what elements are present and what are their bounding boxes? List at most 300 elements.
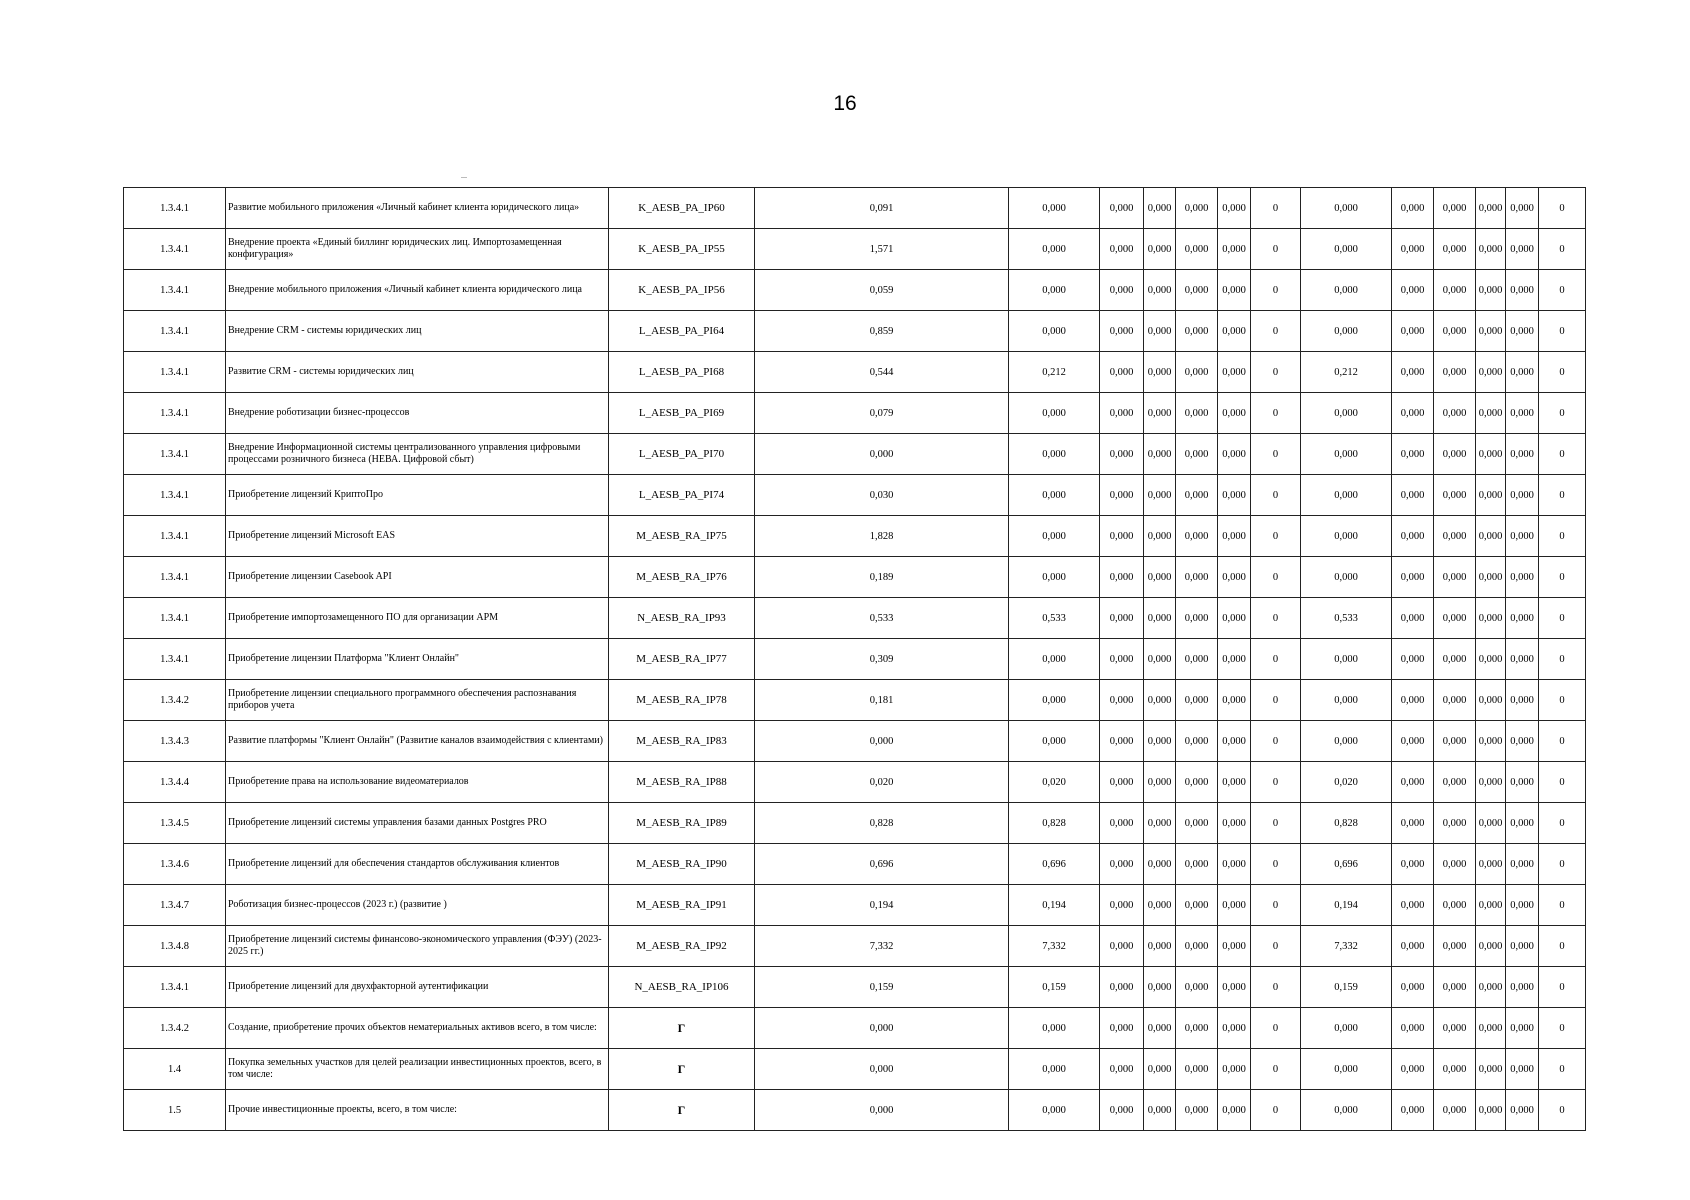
value-a5-cell: 0 bbox=[1251, 352, 1301, 393]
value-b1-cell: 0,000 bbox=[1392, 352, 1434, 393]
value-b2-cell: 0,000 bbox=[1434, 1008, 1476, 1049]
value-total-cell: 0,859 bbox=[755, 311, 1009, 352]
value-a2-cell: 0,000 bbox=[1144, 598, 1176, 639]
value-b4-cell: 0,000 bbox=[1506, 229, 1539, 270]
value-a1-cell: 0,000 bbox=[1100, 188, 1144, 229]
value-total-cell: 0,000 bbox=[755, 1049, 1009, 1090]
value-a3-cell: 0,000 bbox=[1176, 844, 1218, 885]
value-a2-cell: 0,000 bbox=[1144, 680, 1176, 721]
table-row bbox=[124, 393, 1586, 434]
value-b5-cell: 0 bbox=[1539, 680, 1586, 721]
table-row bbox=[124, 1090, 1586, 1131]
value-plan-cell: 0,828 bbox=[1009, 803, 1100, 844]
value-b2-cell: 0,000 bbox=[1434, 475, 1476, 516]
value-plan-cell: 0,000 bbox=[1009, 434, 1100, 475]
value-a2-cell: 0,000 bbox=[1144, 188, 1176, 229]
value-b1-cell: 0,000 bbox=[1392, 1008, 1434, 1049]
value-a2-cell: 0,000 bbox=[1144, 557, 1176, 598]
value-b3-cell: 0,000 bbox=[1476, 475, 1506, 516]
value-a4-cell: 0,000 bbox=[1218, 598, 1251, 639]
value-b4-cell: 0,000 bbox=[1506, 680, 1539, 721]
project-name-cell: Приобретение лицензий системы управления базами данных Postgres PRO bbox=[226, 803, 609, 844]
value-b5-cell: 0 bbox=[1539, 516, 1586, 557]
value-b4-cell: 0,000 bbox=[1506, 721, 1539, 762]
project-name-cell: Развитие мобильного приложения «Личный кабинет клиента юридического лица» bbox=[226, 188, 609, 229]
project-code-cell: L_AESB_PA_PI74 bbox=[609, 475, 755, 516]
value-a3-cell: 0,000 bbox=[1176, 680, 1218, 721]
value-b3-cell: 0,000 bbox=[1476, 885, 1506, 926]
value-b4-cell: 0,000 bbox=[1506, 516, 1539, 557]
project-code-cell: Г bbox=[609, 1090, 755, 1131]
value-b5-cell: 0 bbox=[1539, 844, 1586, 885]
project-code-cell: K_AESB_PA_IP56 bbox=[609, 270, 755, 311]
value-fact-cell: 0,000 bbox=[1301, 1090, 1392, 1131]
value-total-cell: 0,030 bbox=[755, 475, 1009, 516]
value-a5-cell: 0 bbox=[1251, 721, 1301, 762]
project-name-cell: Внедрение Информационной системы централизованного управления цифровыми процессами розничного бизнеса (НЕВА. Цифровой сбыт) bbox=[226, 434, 609, 475]
project-name-cell: Роботизация бизнес-процессов (2023 г.) (развитие ) bbox=[226, 885, 609, 926]
value-a1-cell: 0,000 bbox=[1100, 270, 1144, 311]
row-number-cell: 1.3.4.2 bbox=[124, 1008, 226, 1049]
value-a3-cell: 0,000 bbox=[1176, 967, 1218, 1008]
value-a3-cell: 0,000 bbox=[1176, 557, 1218, 598]
value-b5-cell: 0 bbox=[1539, 1008, 1586, 1049]
value-fact-cell: 0,000 bbox=[1301, 639, 1392, 680]
row-number-cell: 1.3.4.3 bbox=[124, 721, 226, 762]
value-b2-cell: 0,000 bbox=[1434, 721, 1476, 762]
value-b5-cell: 0 bbox=[1539, 270, 1586, 311]
project-name-cell: Развитие CRM - системы юридических лиц bbox=[226, 352, 609, 393]
value-b3-cell: 0,000 bbox=[1476, 311, 1506, 352]
value-b5-cell: 0 bbox=[1539, 311, 1586, 352]
value-a3-cell: 0,000 bbox=[1176, 393, 1218, 434]
project-name-cell: Приобретение лицензий Microsoft EAS bbox=[226, 516, 609, 557]
project-code-cell: L_AESB_PA_PI69 bbox=[609, 393, 755, 434]
value-a1-cell: 0,000 bbox=[1100, 967, 1144, 1008]
value-a3-cell: 0,000 bbox=[1176, 598, 1218, 639]
value-b5-cell: 0 bbox=[1539, 1090, 1586, 1131]
value-fact-cell: 0,000 bbox=[1301, 434, 1392, 475]
value-total-cell: 0,079 bbox=[755, 393, 1009, 434]
project-code-cell: N_AESB_RA_IP106 bbox=[609, 967, 755, 1008]
value-a5-cell: 0 bbox=[1251, 311, 1301, 352]
value-fact-cell: 0,194 bbox=[1301, 885, 1392, 926]
value-a5-cell: 0 bbox=[1251, 393, 1301, 434]
value-plan-cell: 7,332 bbox=[1009, 926, 1100, 967]
value-b2-cell: 0,000 bbox=[1434, 598, 1476, 639]
project-name-cell: Внедрение роботизации бизнес-процессов bbox=[226, 393, 609, 434]
value-b5-cell: 0 bbox=[1539, 721, 1586, 762]
value-b4-cell: 0,000 bbox=[1506, 803, 1539, 844]
table-row bbox=[124, 639, 1586, 680]
value-a3-cell: 0,000 bbox=[1176, 352, 1218, 393]
value-b3-cell: 0,000 bbox=[1476, 803, 1506, 844]
value-a3-cell: 0,000 bbox=[1176, 885, 1218, 926]
value-b4-cell: 0,000 bbox=[1506, 639, 1539, 680]
value-b4-cell: 0,000 bbox=[1506, 762, 1539, 803]
value-a2-cell: 0,000 bbox=[1144, 434, 1176, 475]
value-fact-cell: 0,020 bbox=[1301, 762, 1392, 803]
value-b3-cell: 0,000 bbox=[1476, 721, 1506, 762]
project-name-cell: Приобретение лицензий для обеспечения стандартов обслуживания клиентов bbox=[226, 844, 609, 885]
value-a2-cell: 0,000 bbox=[1144, 721, 1176, 762]
value-fact-cell: 0,212 bbox=[1301, 352, 1392, 393]
value-a2-cell: 0,000 bbox=[1144, 475, 1176, 516]
value-a2-cell: 0,000 bbox=[1144, 885, 1176, 926]
row-number-cell: 1.3.4.1 bbox=[124, 229, 226, 270]
project-code-cell: M_AESB_RA_IP91 bbox=[609, 885, 755, 926]
value-b5-cell: 0 bbox=[1539, 639, 1586, 680]
value-b5-cell: 0 bbox=[1539, 803, 1586, 844]
value-b1-cell: 0,000 bbox=[1392, 762, 1434, 803]
value-b1-cell: 0,000 bbox=[1392, 680, 1434, 721]
project-name-cell: Внедрение проекта «Единый биллинг юридических лиц. Импортозамещенная конфигурация» bbox=[226, 229, 609, 270]
table-row bbox=[124, 721, 1586, 762]
project-name-cell: Приобретение права на использование видеоматериалов bbox=[226, 762, 609, 803]
value-a4-cell: 0,000 bbox=[1218, 188, 1251, 229]
value-b2-cell: 0,000 bbox=[1434, 680, 1476, 721]
value-total-cell: 0,000 bbox=[755, 434, 1009, 475]
value-a1-cell: 0,000 bbox=[1100, 434, 1144, 475]
value-b3-cell: 0,000 bbox=[1476, 1090, 1506, 1131]
project-code-cell: Г bbox=[609, 1008, 755, 1049]
value-a1-cell: 0,000 bbox=[1100, 229, 1144, 270]
value-fact-cell: 0,000 bbox=[1301, 229, 1392, 270]
value-a5-cell: 0 bbox=[1251, 680, 1301, 721]
project-code-cell: M_AESB_RA_IP75 bbox=[609, 516, 755, 557]
value-plan-cell: 0,000 bbox=[1009, 639, 1100, 680]
value-fact-cell: 0,000 bbox=[1301, 680, 1392, 721]
value-a5-cell: 0 bbox=[1251, 844, 1301, 885]
value-a1-cell: 0,000 bbox=[1100, 516, 1144, 557]
value-b2-cell: 0,000 bbox=[1434, 311, 1476, 352]
value-b5-cell: 0 bbox=[1539, 229, 1586, 270]
project-code-cell: M_AESB_RA_IP92 bbox=[609, 926, 755, 967]
value-a4-cell: 0,000 bbox=[1218, 352, 1251, 393]
value-b3-cell: 0,000 bbox=[1476, 967, 1506, 1008]
value-total-cell: 0,309 bbox=[755, 639, 1009, 680]
table-row bbox=[124, 1008, 1586, 1049]
value-a2-cell: 0,000 bbox=[1144, 1008, 1176, 1049]
project-name-cell: Прочие инвестиционные проекты, всего, в том числе: bbox=[226, 1090, 609, 1131]
value-b1-cell: 0,000 bbox=[1392, 639, 1434, 680]
value-b2-cell: 0,000 bbox=[1434, 1090, 1476, 1131]
value-b2-cell: 0,000 bbox=[1434, 844, 1476, 885]
project-name-cell: Внедрение мобильного приложения «Личный кабинет клиента юридического лица bbox=[226, 270, 609, 311]
project-name-cell: Создание, приобретение прочих объектов нематериальных активов всего, в том числе: bbox=[226, 1008, 609, 1049]
value-b3-cell: 0,000 bbox=[1476, 270, 1506, 311]
value-b1-cell: 0,000 bbox=[1392, 926, 1434, 967]
value-b4-cell: 0,000 bbox=[1506, 1008, 1539, 1049]
value-a4-cell: 0,000 bbox=[1218, 844, 1251, 885]
value-a1-cell: 0,000 bbox=[1100, 803, 1144, 844]
value-a3-cell: 0,000 bbox=[1176, 1008, 1218, 1049]
project-name-cell: Приобретение импортозамещенного ПО для организации АРМ bbox=[226, 598, 609, 639]
value-b1-cell: 0,000 bbox=[1392, 270, 1434, 311]
row-number-cell: 1.3.4.6 bbox=[124, 844, 226, 885]
value-a5-cell: 0 bbox=[1251, 1090, 1301, 1131]
value-b4-cell: 0,000 bbox=[1506, 967, 1539, 1008]
value-b4-cell: 0,000 bbox=[1506, 270, 1539, 311]
value-fact-cell: 0,696 bbox=[1301, 844, 1392, 885]
project-code-cell: M_AESB_RA_IP77 bbox=[609, 639, 755, 680]
value-b1-cell: 0,000 bbox=[1392, 557, 1434, 598]
value-fact-cell: 0,000 bbox=[1301, 270, 1392, 311]
value-a4-cell: 0,000 bbox=[1218, 680, 1251, 721]
value-a4-cell: 0,000 bbox=[1218, 639, 1251, 680]
value-b1-cell: 0,000 bbox=[1392, 393, 1434, 434]
value-plan-cell: 0,000 bbox=[1009, 475, 1100, 516]
value-a3-cell: 0,000 bbox=[1176, 803, 1218, 844]
value-b4-cell: 0,000 bbox=[1506, 434, 1539, 475]
value-b2-cell: 0,000 bbox=[1434, 1049, 1476, 1090]
value-b1-cell: 0,000 bbox=[1392, 516, 1434, 557]
table-row bbox=[124, 475, 1586, 516]
value-b5-cell: 0 bbox=[1539, 188, 1586, 229]
project-name-cell: Приобретение лицензий КриптоПро bbox=[226, 475, 609, 516]
value-fact-cell: 0,000 bbox=[1301, 393, 1392, 434]
value-fact-cell: 0,000 bbox=[1301, 721, 1392, 762]
value-a2-cell: 0,000 bbox=[1144, 1049, 1176, 1090]
table-row bbox=[124, 352, 1586, 393]
value-total-cell: 0,059 bbox=[755, 270, 1009, 311]
value-total-cell: 0,091 bbox=[755, 188, 1009, 229]
value-total-cell: 1,828 bbox=[755, 516, 1009, 557]
value-fact-cell: 0,000 bbox=[1301, 1008, 1392, 1049]
row-number-cell: 1.3.4.1 bbox=[124, 557, 226, 598]
value-b5-cell: 0 bbox=[1539, 557, 1586, 598]
value-a1-cell: 0,000 bbox=[1100, 475, 1144, 516]
value-b2-cell: 0,000 bbox=[1434, 557, 1476, 598]
value-plan-cell: 0,696 bbox=[1009, 844, 1100, 885]
page-number: 16 bbox=[833, 92, 857, 115]
investment-table bbox=[123, 187, 1586, 1131]
value-a4-cell: 0,000 bbox=[1218, 721, 1251, 762]
value-plan-cell: 0,212 bbox=[1009, 352, 1100, 393]
value-fact-cell: 0,000 bbox=[1301, 557, 1392, 598]
value-total-cell: 0,189 bbox=[755, 557, 1009, 598]
value-a4-cell: 0,000 bbox=[1218, 475, 1251, 516]
value-a2-cell: 0,000 bbox=[1144, 967, 1176, 1008]
value-total-cell: 1,571 bbox=[755, 229, 1009, 270]
table-row bbox=[124, 598, 1586, 639]
value-b5-cell: 0 bbox=[1539, 475, 1586, 516]
value-total-cell: 0,828 bbox=[755, 803, 1009, 844]
table-row bbox=[124, 270, 1586, 311]
value-b4-cell: 0,000 bbox=[1506, 844, 1539, 885]
value-a2-cell: 0,000 bbox=[1144, 229, 1176, 270]
project-code-cell: M_AESB_RA_IP76 bbox=[609, 557, 755, 598]
value-a4-cell: 0,000 bbox=[1218, 926, 1251, 967]
value-b4-cell: 0,000 bbox=[1506, 352, 1539, 393]
value-b2-cell: 0,000 bbox=[1434, 967, 1476, 1008]
value-b2-cell: 0,000 bbox=[1434, 885, 1476, 926]
row-number-cell: 1.3.4.1 bbox=[124, 516, 226, 557]
value-b4-cell: 0,000 bbox=[1506, 311, 1539, 352]
value-a4-cell: 0,000 bbox=[1218, 803, 1251, 844]
value-total-cell: 0,194 bbox=[755, 885, 1009, 926]
value-total-cell: 0,533 bbox=[755, 598, 1009, 639]
table-row bbox=[124, 188, 1586, 229]
row-number-cell: 1.3.4.1 bbox=[124, 188, 226, 229]
row-number-cell: 1.3.4.5 bbox=[124, 803, 226, 844]
row-number-cell: 1.3.4.8 bbox=[124, 926, 226, 967]
value-a5-cell: 0 bbox=[1251, 967, 1301, 1008]
value-total-cell: 0,181 bbox=[755, 680, 1009, 721]
value-a5-cell: 0 bbox=[1251, 188, 1301, 229]
value-a5-cell: 0 bbox=[1251, 229, 1301, 270]
project-code-cell: K_AESB_PA_IP55 bbox=[609, 229, 755, 270]
value-b3-cell: 0,000 bbox=[1476, 639, 1506, 680]
value-a5-cell: 0 bbox=[1251, 516, 1301, 557]
project-name-cell: Внедрение CRM - системы юридических лиц bbox=[226, 311, 609, 352]
value-total-cell: 0,000 bbox=[755, 1090, 1009, 1131]
value-b3-cell: 0,000 bbox=[1476, 762, 1506, 803]
value-plan-cell: 0,000 bbox=[1009, 1090, 1100, 1131]
value-b1-cell: 0,000 bbox=[1392, 434, 1434, 475]
value-b2-cell: 0,000 bbox=[1434, 352, 1476, 393]
table-row bbox=[124, 885, 1586, 926]
value-b5-cell: 0 bbox=[1539, 598, 1586, 639]
value-plan-cell: 0,194 bbox=[1009, 885, 1100, 926]
value-a1-cell: 0,000 bbox=[1100, 885, 1144, 926]
project-code-cell: M_AESB_RA_IP78 bbox=[609, 680, 755, 721]
value-b4-cell: 0,000 bbox=[1506, 926, 1539, 967]
table-row bbox=[124, 229, 1586, 270]
value-fact-cell: 0,159 bbox=[1301, 967, 1392, 1008]
value-total-cell: 0,000 bbox=[755, 721, 1009, 762]
value-b3-cell: 0,000 bbox=[1476, 1008, 1506, 1049]
value-a3-cell: 0,000 bbox=[1176, 1049, 1218, 1090]
value-b1-cell: 0,000 bbox=[1392, 598, 1434, 639]
project-name-cell: Приобретение лицензии Платформа "Клиент Онлайн" bbox=[226, 639, 609, 680]
value-a5-cell: 0 bbox=[1251, 926, 1301, 967]
value-a1-cell: 0,000 bbox=[1100, 721, 1144, 762]
value-b1-cell: 0,000 bbox=[1392, 803, 1434, 844]
scan-speck bbox=[461, 177, 467, 178]
value-plan-cell: 0,000 bbox=[1009, 721, 1100, 762]
table-row bbox=[124, 516, 1586, 557]
value-b1-cell: 0,000 bbox=[1392, 229, 1434, 270]
value-a5-cell: 0 bbox=[1251, 598, 1301, 639]
value-plan-cell: 0,000 bbox=[1009, 229, 1100, 270]
value-b3-cell: 0,000 bbox=[1476, 188, 1506, 229]
value-a4-cell: 0,000 bbox=[1218, 1049, 1251, 1090]
value-a1-cell: 0,000 bbox=[1100, 639, 1144, 680]
value-b2-cell: 0,000 bbox=[1434, 516, 1476, 557]
value-a2-cell: 0,000 bbox=[1144, 352, 1176, 393]
row-number-cell: 1.3.4.1 bbox=[124, 967, 226, 1008]
value-a1-cell: 0,000 bbox=[1100, 1008, 1144, 1049]
value-a3-cell: 0,000 bbox=[1176, 311, 1218, 352]
value-plan-cell: 0,159 bbox=[1009, 967, 1100, 1008]
value-b4-cell: 0,000 bbox=[1506, 557, 1539, 598]
value-b2-cell: 0,000 bbox=[1434, 434, 1476, 475]
value-a1-cell: 0,000 bbox=[1100, 926, 1144, 967]
value-a1-cell: 0,000 bbox=[1100, 557, 1144, 598]
value-total-cell: 0,000 bbox=[755, 1008, 1009, 1049]
project-code-cell: L_AESB_PA_PI68 bbox=[609, 352, 755, 393]
value-plan-cell: 0,533 bbox=[1009, 598, 1100, 639]
value-a2-cell: 0,000 bbox=[1144, 393, 1176, 434]
row-number-cell: 1.3.4.1 bbox=[124, 598, 226, 639]
value-b5-cell: 0 bbox=[1539, 434, 1586, 475]
table-row bbox=[124, 1049, 1586, 1090]
row-number-cell: 1.3.4.1 bbox=[124, 475, 226, 516]
value-fact-cell: 7,332 bbox=[1301, 926, 1392, 967]
value-a1-cell: 0,000 bbox=[1100, 393, 1144, 434]
value-plan-cell: 0,000 bbox=[1009, 1008, 1100, 1049]
value-a4-cell: 0,000 bbox=[1218, 434, 1251, 475]
value-fact-cell: 0,533 bbox=[1301, 598, 1392, 639]
table-row bbox=[124, 434, 1586, 475]
value-b4-cell: 0,000 bbox=[1506, 1049, 1539, 1090]
value-b1-cell: 0,000 bbox=[1392, 721, 1434, 762]
value-total-cell: 0,544 bbox=[755, 352, 1009, 393]
value-a2-cell: 0,000 bbox=[1144, 926, 1176, 967]
value-b5-cell: 0 bbox=[1539, 926, 1586, 967]
project-name-cell: Приобретение лицензии Casebook API bbox=[226, 557, 609, 598]
value-a2-cell: 0,000 bbox=[1144, 270, 1176, 311]
value-plan-cell: 0,020 bbox=[1009, 762, 1100, 803]
value-a3-cell: 0,000 bbox=[1176, 639, 1218, 680]
value-a1-cell: 0,000 bbox=[1100, 1049, 1144, 1090]
value-plan-cell: 0,000 bbox=[1009, 311, 1100, 352]
value-a4-cell: 0,000 bbox=[1218, 311, 1251, 352]
table-row bbox=[124, 926, 1586, 967]
value-b2-cell: 0,000 bbox=[1434, 229, 1476, 270]
row-number-cell: 1.4 bbox=[124, 1049, 226, 1090]
value-a2-cell: 0,000 bbox=[1144, 516, 1176, 557]
value-total-cell: 0,020 bbox=[755, 762, 1009, 803]
row-number-cell: 1.3.4.1 bbox=[124, 639, 226, 680]
value-a2-cell: 0,000 bbox=[1144, 1090, 1176, 1131]
value-plan-cell: 0,000 bbox=[1009, 680, 1100, 721]
row-number-cell: 1.3.4.1 bbox=[124, 434, 226, 475]
value-a5-cell: 0 bbox=[1251, 557, 1301, 598]
value-fact-cell: 0,000 bbox=[1301, 1049, 1392, 1090]
value-a3-cell: 0,000 bbox=[1176, 229, 1218, 270]
value-b1-cell: 0,000 bbox=[1392, 844, 1434, 885]
value-a4-cell: 0,000 bbox=[1218, 885, 1251, 926]
table-row bbox=[124, 680, 1586, 721]
value-a1-cell: 0,000 bbox=[1100, 352, 1144, 393]
value-b3-cell: 0,000 bbox=[1476, 598, 1506, 639]
value-fact-cell: 0,000 bbox=[1301, 311, 1392, 352]
project-code-cell: Г bbox=[609, 1049, 755, 1090]
value-b3-cell: 0,000 bbox=[1476, 844, 1506, 885]
value-b5-cell: 0 bbox=[1539, 352, 1586, 393]
value-b2-cell: 0,000 bbox=[1434, 393, 1476, 434]
value-b5-cell: 0 bbox=[1539, 885, 1586, 926]
row-number-cell: 1.3.4.1 bbox=[124, 393, 226, 434]
row-number-cell: 1.3.4.2 bbox=[124, 680, 226, 721]
value-a3-cell: 0,000 bbox=[1176, 1090, 1218, 1131]
value-a3-cell: 0,000 bbox=[1176, 475, 1218, 516]
value-b3-cell: 0,000 bbox=[1476, 229, 1506, 270]
value-a1-cell: 0,000 bbox=[1100, 762, 1144, 803]
project-name-cell: Приобретение лицензий для двухфакторной аутентификации bbox=[226, 967, 609, 1008]
project-code-cell: L_AESB_PA_PI64 bbox=[609, 311, 755, 352]
value-b3-cell: 0,000 bbox=[1476, 516, 1506, 557]
value-b2-cell: 0,000 bbox=[1434, 762, 1476, 803]
value-b5-cell: 0 bbox=[1539, 762, 1586, 803]
project-code-cell: M_AESB_RA_IP89 bbox=[609, 803, 755, 844]
project-code-cell: L_AESB_PA_PI70 bbox=[609, 434, 755, 475]
value-fact-cell: 0,000 bbox=[1301, 516, 1392, 557]
value-b3-cell: 0,000 bbox=[1476, 926, 1506, 967]
value-a4-cell: 0,000 bbox=[1218, 967, 1251, 1008]
